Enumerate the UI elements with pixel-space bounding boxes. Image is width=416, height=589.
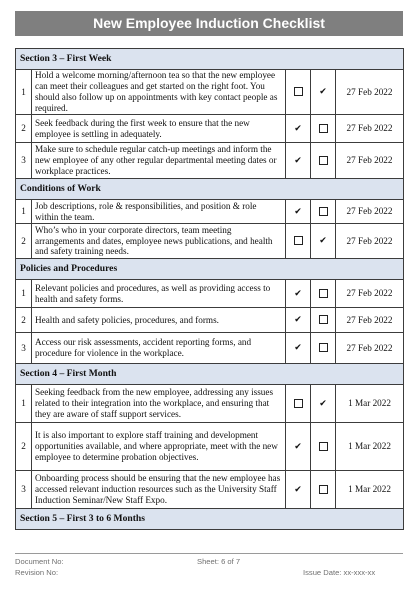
page-title: New Employee Induction Checklist xyxy=(15,11,403,36)
section-header xyxy=(16,179,404,200)
checkmark-icon: ✔ xyxy=(319,398,327,409)
checklist-item-row xyxy=(16,280,404,308)
section-heading: Conditions of Work xyxy=(16,179,404,200)
checkbox-no[interactable] xyxy=(311,385,336,423)
item-description: Health and safety policies, procedures, and forms. xyxy=(32,308,286,333)
item-date: 27 Feb 2022 xyxy=(336,115,404,143)
checkbox-yes[interactable] xyxy=(286,333,311,364)
empty-checkbox-icon xyxy=(319,485,328,494)
section-header xyxy=(16,364,404,385)
checklist-item-row xyxy=(16,70,404,115)
item-date: 27 Feb 2022 xyxy=(336,333,404,364)
checkbox-yes[interactable] xyxy=(286,280,311,308)
checkbox-yes[interactable] xyxy=(286,423,311,471)
document-number: Document No: xyxy=(15,557,64,566)
checkbox-no[interactable] xyxy=(311,200,336,224)
section-heading: Section 5 – First 3 to 6 Months xyxy=(16,509,404,530)
item-description: Onboarding process should be ensuring that the new employee has accessed relevant induction resources such as the University Staff Induction Seminar/New Staff Expo. xyxy=(32,471,286,509)
item-number: 1 xyxy=(16,385,32,423)
checklist-item-row xyxy=(16,385,404,423)
checkbox-no[interactable] xyxy=(311,423,336,471)
empty-checkbox-icon xyxy=(319,289,328,298)
empty-checkbox-icon xyxy=(294,399,303,408)
checkbox-yes[interactable] xyxy=(286,385,311,423)
checklist-item-row xyxy=(16,143,404,179)
revision-number: Revision No: xyxy=(15,568,59,577)
page-footer xyxy=(15,553,403,576)
item-date: 1 Mar 2022 xyxy=(336,385,404,423)
section-header xyxy=(16,49,404,70)
checkbox-yes[interactable] xyxy=(286,143,311,179)
item-description: Hold a welcome morning/afternoon tea so that the new employee can meet their colleagues and get started on the right foot. You should also follow up on appointments with key contact people as required. xyxy=(32,70,286,115)
item-date: 27 Feb 2022 xyxy=(336,308,404,333)
checkbox-yes[interactable] xyxy=(286,224,311,259)
item-number: 3 xyxy=(16,471,32,509)
checkbox-no[interactable] xyxy=(311,143,336,179)
item-date: 1 Mar 2022 xyxy=(336,423,404,471)
checkbox-no[interactable] xyxy=(311,115,336,143)
empty-checkbox-icon xyxy=(294,87,303,96)
checkbox-no[interactable] xyxy=(311,224,336,259)
item-description: Who’s who in your corporate directors, team meeting arrangements and dates, employee news publications, and health and safety training needs. xyxy=(32,224,286,259)
item-description: Seeking feedback from the new employee, addressing any issues related to their integration into the workplace, and ensuring that they are aware of staff support services. xyxy=(32,385,286,423)
checkmark-icon: ✔ xyxy=(294,123,302,134)
item-number: 3 xyxy=(16,333,32,364)
checkmark-icon: ✔ xyxy=(294,343,302,354)
item-description: Relevant policies and procedures, as well as providing access to health and safety forms. xyxy=(32,280,286,308)
empty-checkbox-icon xyxy=(319,124,328,133)
item-date: 1 Mar 2022 xyxy=(336,471,404,509)
item-date: 27 Feb 2022 xyxy=(336,280,404,308)
checklist-item-row xyxy=(16,423,404,471)
checkbox-no[interactable] xyxy=(311,70,336,115)
section-heading: Policies and Procedures xyxy=(16,259,404,280)
section-heading: Section 4 – First Month xyxy=(16,364,404,385)
empty-checkbox-icon xyxy=(319,442,328,451)
checkbox-no[interactable] xyxy=(311,333,336,364)
empty-checkbox-icon xyxy=(294,236,303,245)
checklist-item-row xyxy=(16,308,404,333)
item-number: 2 xyxy=(16,224,32,259)
checklist-item-row xyxy=(16,471,404,509)
sheet-number: Sheet: 6 of 7 xyxy=(197,557,241,566)
checklist-item-row xyxy=(16,115,404,143)
empty-checkbox-icon xyxy=(319,315,328,324)
checkmark-icon: ✔ xyxy=(294,155,302,166)
checkbox-yes[interactable] xyxy=(286,308,311,333)
item-description: Make sure to schedule regular catch-up meetings and inform the new employee of any other regular departmental meeting dates or workplace practices. xyxy=(32,143,286,179)
checkbox-no[interactable] xyxy=(311,280,336,308)
item-date: 27 Feb 2022 xyxy=(336,143,404,179)
empty-checkbox-icon xyxy=(319,343,328,352)
item-description: Access our risk assessments, accident reporting forms, and procedure for violence in the workplace. xyxy=(32,333,286,364)
checkmark-icon: ✔ xyxy=(294,484,302,495)
item-number: 2 xyxy=(16,115,32,143)
empty-checkbox-icon xyxy=(319,207,328,216)
checkbox-yes[interactable] xyxy=(286,115,311,143)
induction-checklist-table xyxy=(15,48,404,530)
checklist-item-row xyxy=(16,333,404,364)
checkmark-icon: ✔ xyxy=(319,236,327,247)
section-header xyxy=(16,259,404,280)
item-number: 2 xyxy=(16,423,32,471)
checklist-item-row xyxy=(16,224,404,259)
item-number: 2 xyxy=(16,308,32,333)
item-number: 1 xyxy=(16,280,32,308)
checklist-item-row xyxy=(16,200,404,224)
item-date: 27 Feb 2022 xyxy=(336,70,404,115)
checkmark-icon: ✔ xyxy=(294,315,302,326)
checkmark-icon: ✔ xyxy=(294,206,302,217)
checkbox-yes[interactable] xyxy=(286,200,311,224)
section-header xyxy=(16,509,404,530)
checkbox-yes[interactable] xyxy=(286,70,311,115)
empty-checkbox-icon xyxy=(319,156,328,165)
item-date: 27 Feb 2022 xyxy=(336,200,404,224)
item-description: It is also important to explore staff training and development opportunities available, and where appropriate, meet with the new employee to determine probation objectives. xyxy=(32,423,286,471)
item-description: Seek feedback during the first week to ensure that the new employee is settling in adequately. xyxy=(32,115,286,143)
checkmark-icon: ✔ xyxy=(319,87,327,98)
checkmark-icon: ✔ xyxy=(294,288,302,299)
item-date: 27 Feb 2022 xyxy=(336,224,404,259)
item-description: Job descriptions, role & responsibilities, and position & role within the team. xyxy=(32,200,286,224)
issue-date: Issue Date: xx-xxx-xx xyxy=(303,568,376,577)
checkbox-no[interactable] xyxy=(311,308,336,333)
item-number: 1 xyxy=(16,200,32,224)
checkbox-no[interactable] xyxy=(311,471,336,509)
item-number: 3 xyxy=(16,143,32,179)
checkmark-icon: ✔ xyxy=(294,441,302,452)
section-heading: Section 3 – First Week xyxy=(16,49,404,70)
checkbox-yes[interactable] xyxy=(286,471,311,509)
item-number: 1 xyxy=(16,70,32,115)
